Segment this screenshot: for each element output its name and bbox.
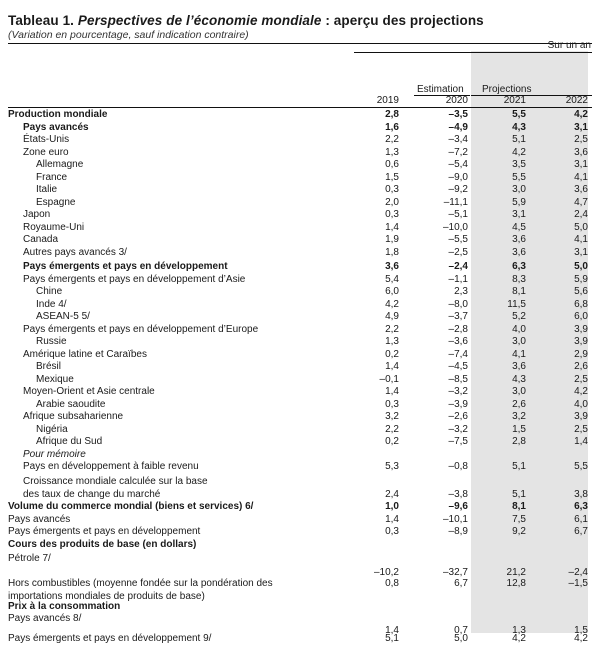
cell-2019: 5,4 [385,273,399,285]
row-label: Mexique [36,373,74,385]
cell-2019: 1,8 [385,246,399,258]
cell-2019: 4,2 [385,298,399,310]
cell-2021: 5,5 [512,171,526,183]
row-label: Pays émergents et pays en développement 9/ [8,633,212,644]
cell-2019: 1,3 [385,336,399,347]
cell-2022: 3,8 [574,488,588,500]
table-row [0,476,615,488]
row-label: Prix à la consommation [8,601,121,612]
cell-2020: –4,5 [448,361,468,372]
cell-2022: 6,1 [574,513,588,525]
cell-2020: –8,0 [448,298,468,310]
cell-2019: 2,4 [385,488,399,500]
row-label: Production mondiale [8,109,108,120]
cell-2019: 1,4 [385,625,399,636]
year-header-2019: 2019 [376,95,399,106]
cell-2022: 5,0 [574,261,588,272]
table-row [0,386,615,398]
cell-2021: 2,6 [512,398,526,410]
table-row [0,424,615,436]
cell-2019: 3,6 [385,261,399,272]
table-row [0,299,615,311]
row-label: Pays en développement à faible revenu [23,461,199,472]
estimation-label: Estimation [417,84,464,95]
cell-2020: –7,4 [448,348,468,360]
row-label: États-Unis [23,134,70,145]
cell-2021: 5,1 [512,461,526,472]
table-row [0,361,615,373]
cell-2022: 2,5 [574,423,588,435]
cell-2019: 2,2 [385,323,399,335]
cell-2019: 2,2 [385,134,399,145]
cell-2020: –3,4 [448,134,468,145]
cell-2022: 3,9 [574,336,588,347]
cell-2019: 1,3 [385,146,399,158]
row-label: Volume du commerce mondial (biens et services) 6/ [8,501,254,512]
cell-2021: 3,1 [512,209,526,220]
cell-2022: 4,7 [574,196,588,208]
cell-2020: 5,0 [454,633,468,644]
cell-2021: 8,1 [512,286,526,297]
row-label: importations mondiales de produits de base) [8,591,205,602]
row-label: Hors combustibles (moyenne fondée sur la pondération des [8,578,273,589]
cell-2019: 0,2 [385,436,399,447]
row-label: Pays émergents et pays en développement [8,526,201,537]
row-label: Zone euro [23,146,69,158]
table-row [0,461,615,473]
row-label: Pays émergents et pays en développement d’Europe [23,323,259,335]
cell-2020: –9,0 [448,171,468,183]
cell-2022: 6,7 [574,526,588,537]
cell-2021: 8,3 [512,273,526,285]
cell-2022: 3,9 [574,411,588,422]
year-header-2021: 2021 [503,95,526,106]
cell-2021: 3,0 [512,386,526,397]
cell-2020: –7,5 [448,436,468,447]
cell-2020: –1,1 [448,273,468,285]
cell-2021: 8,1 [512,501,526,512]
cell-2021: 12,8 [506,578,526,589]
table-row [0,489,615,501]
row-label: Brésil [36,361,62,372]
cell-2022: 3,6 [574,184,588,195]
cell-2020: –2,4 [448,261,468,272]
cell-2021: 4,0 [512,323,526,335]
table-row [0,222,615,234]
row-label: Pays émergents et pays en développement [23,261,228,272]
cell-2022: 5,9 [574,273,588,285]
cell-2021: 3,6 [512,246,526,258]
cell-2020: –2,6 [448,411,468,422]
cell-2021: 11,5 [507,298,526,310]
table-row [0,311,615,323]
row-label: Croissance mondiale calculée sur la base [23,476,208,487]
cell-2019: 4,9 [385,311,399,322]
cell-2020: –5,5 [448,234,468,245]
row-label: Pays émergents et pays en développement d’Asie [23,273,246,285]
cell-2020: –0,8 [448,461,468,472]
cell-2019: 1,4 [385,386,399,397]
cell-2022: 2,6 [574,361,588,372]
row-label: Afrique du Sud [36,436,103,447]
cell-2022: 4,2 [574,109,588,120]
cell-2020: –3,8 [448,488,468,500]
table-row [0,209,615,221]
cell-2020: 0,7 [454,625,468,636]
cell-2020: –5,1 [448,209,468,220]
cell-2022: 4,2 [574,633,588,644]
cell-2020: –3,7 [448,311,468,322]
cell-2021: 9,2 [512,526,526,537]
cell-2022: 4,0 [574,398,588,410]
cell-2020: –7,2 [448,146,468,158]
cell-2021: 3,0 [512,184,526,195]
cell-2020: –3,2 [448,423,468,435]
cell-2020: –2,5 [448,246,468,258]
cell-2022: –1,5 [568,578,588,589]
cell-2019: 0,2 [385,348,399,360]
cell-2019: 6,0 [385,286,399,297]
row-label: ASEAN-5 5/ [36,311,90,322]
cell-2021: 1,3 [512,625,526,636]
cell-2019: 5,3 [385,461,399,472]
cell-2019: 3,2 [385,411,399,422]
cell-2020: –10,1 [442,513,468,525]
row-label: Pays avancés 8/ [8,613,82,624]
cell-2020: –9,6 [448,501,468,512]
year-header-2020: 2020 [445,95,468,106]
cell-2020: –8,5 [448,373,468,385]
table-row [0,147,615,159]
table-row [0,184,615,196]
row-label: Allemagne [36,159,84,170]
cell-2022: 2,5 [574,373,588,385]
row-label: Pays avancés [8,513,71,525]
cell-2022: 2,5 [574,134,588,145]
cell-2020: –9,2 [448,184,468,195]
table-row [0,539,615,551]
cell-2022: 2,4 [574,209,588,220]
table-row [0,374,615,386]
row-label: Cours des produits de base (en dollars) [8,538,197,550]
cell-2021: 4,2 [512,146,526,158]
cell-2020: –11,1 [443,196,468,208]
row-label: Arabie saoudite [36,398,106,410]
cell-2021: 3,0 [512,336,526,347]
cell-2020: –4,9 [448,121,468,133]
table-row [0,411,615,423]
table-row [0,159,615,171]
cell-2021: 1,5 [512,423,526,435]
cell-2021: 2,8 [512,436,526,447]
cell-2021: 4,3 [512,121,526,133]
cell-2022: 4,2 [574,386,588,397]
cell-2021: 4,5 [512,221,526,233]
row-label: Italie [36,184,58,195]
cell-2022: 3,1 [574,121,588,133]
table-row [0,234,615,246]
cell-2019: –0,1 [379,373,399,385]
cell-2020: –3,5 [448,109,468,120]
cell-2022: 6,0 [574,311,588,322]
table-row [0,134,615,146]
cell-2022: 3,6 [574,146,588,158]
cell-2020: –8,9 [448,526,468,537]
row-label: France [36,171,68,183]
cell-2021: 4,3 [512,373,526,385]
row-label: Pays avancés [23,121,89,133]
cell-2019: 0,3 [385,184,399,195]
row-label: Nigéria [36,423,68,435]
row-label: Russie [36,336,67,347]
cell-2022: 6,8 [574,298,588,310]
cell-2019: 2,2 [385,423,399,435]
table-row [0,197,615,209]
row-label: Autres pays avancés 3/ [23,246,127,258]
table-row [0,601,615,613]
row-label: Amérique latine et Caraïbes [23,348,147,360]
row-label: Pétrole 7/ [8,553,51,564]
table-row [0,578,615,590]
cell-2020: –3,2 [448,386,468,397]
table-row [0,324,615,336]
table-row [0,526,615,538]
table-row [0,449,615,461]
row-label: des taux de change du marché [23,488,161,500]
cell-2022: 1,5 [574,625,588,636]
cell-2019: 1,4 [385,513,399,525]
cell-2019: 1,4 [385,361,399,372]
cell-2020: 6,7 [454,578,468,589]
table-subtitle: (Variation en pourcentage, sauf indication contraire) [8,29,249,41]
cell-2020: –10,0 [442,221,468,233]
table-row [0,172,615,184]
row-label: Inde 4/ [36,298,67,310]
cell-2021: 4,2 [512,633,526,644]
row-label: Chine [36,286,63,297]
cell-2022: 5,5 [574,461,588,472]
table-row [0,274,615,286]
cell-2019: 1,6 [385,121,399,133]
cell-2020: –3,6 [448,336,468,347]
cell-2022: 5,0 [574,221,588,233]
cell-2019: 1,5 [385,171,399,183]
cell-2021: 5,1 [512,488,526,500]
cell-2019: 0,8 [385,578,399,589]
cell-2022: 1,4 [574,436,588,447]
table-row [0,514,615,526]
row-label: Espagne [36,196,76,208]
row-label: Japon [23,209,51,220]
cell-2021: 21,2 [506,567,526,578]
table-row [0,399,615,411]
cell-2021: 5,1 [512,134,526,145]
cell-2019: 1,0 [385,501,399,512]
title-italic: Perspectives de l’économie mondiale [77,13,322,28]
cell-2019: 1,9 [385,234,399,245]
cell-2019: 1,4 [385,221,399,233]
cell-2021: 3,5 [512,159,526,170]
cell-2022: 3,9 [574,323,588,335]
cell-2020: –5,4 [448,159,468,170]
cell-2019: 0,3 [385,398,399,410]
cell-2019: 0,6 [385,159,399,170]
row-label: Pour mémoire [23,448,86,460]
cell-2021: 3,6 [512,361,526,372]
cell-2021: 3,2 [512,411,526,422]
cell-2021: 5,9 [512,196,526,208]
cell-2019: 0,3 [385,526,399,537]
cell-2019: 2,0 [385,196,399,208]
cell-2019: 5,1 [385,633,399,644]
table-row [0,261,615,273]
cell-2022: –2,4 [568,567,588,578]
row-label: Afrique subsaharienne [23,411,124,422]
table-row [0,613,615,625]
cell-2022: 3,1 [574,159,588,170]
cell-2020: 2,3 [454,286,468,297]
row-label: Canada [23,234,59,245]
table-row [0,501,615,513]
cell-2019: –10,2 [373,567,399,578]
cell-2021: 6,3 [512,261,526,272]
cell-2022: 3,1 [574,246,588,258]
table-row [0,122,615,134]
cell-2022: 4,1 [574,171,588,183]
cell-2022: 4,1 [574,234,588,245]
cell-2021: 5,5 [512,109,526,120]
cell-2021: 4,1 [512,348,526,360]
span-label: Sur un an [547,40,591,51]
cell-2019: 2,8 [385,109,399,120]
title-suffix: : aperçu des projections [321,13,484,28]
table-row [0,109,615,121]
table-row [0,286,615,298]
table-row [0,633,615,645]
cell-2020: –2,8 [448,323,468,335]
table-row [0,436,615,448]
table-row [0,553,615,565]
table-row [0,247,615,259]
cell-2022: 2,9 [574,348,588,360]
row-label: Moyen-Orient et Asie centrale [23,386,155,397]
row-label: Royaume-Uni [23,221,85,233]
cell-2021: 5,2 [512,311,526,322]
projections-label: Projections [482,84,532,95]
cell-2021: 7,5 [512,513,526,525]
table-row [0,349,615,361]
cell-2022: 5,6 [574,286,588,297]
cell-2020: –32,7 [442,567,468,578]
cell-2019: 0,3 [385,209,399,220]
year-header-2022: 2022 [565,95,588,106]
title-prefix: Tableau 1. [8,13,75,28]
cell-2020: –3,9 [448,398,468,410]
cell-2021: 3,6 [512,234,526,245]
cell-2022: 6,3 [574,501,588,512]
table-row [0,336,615,348]
